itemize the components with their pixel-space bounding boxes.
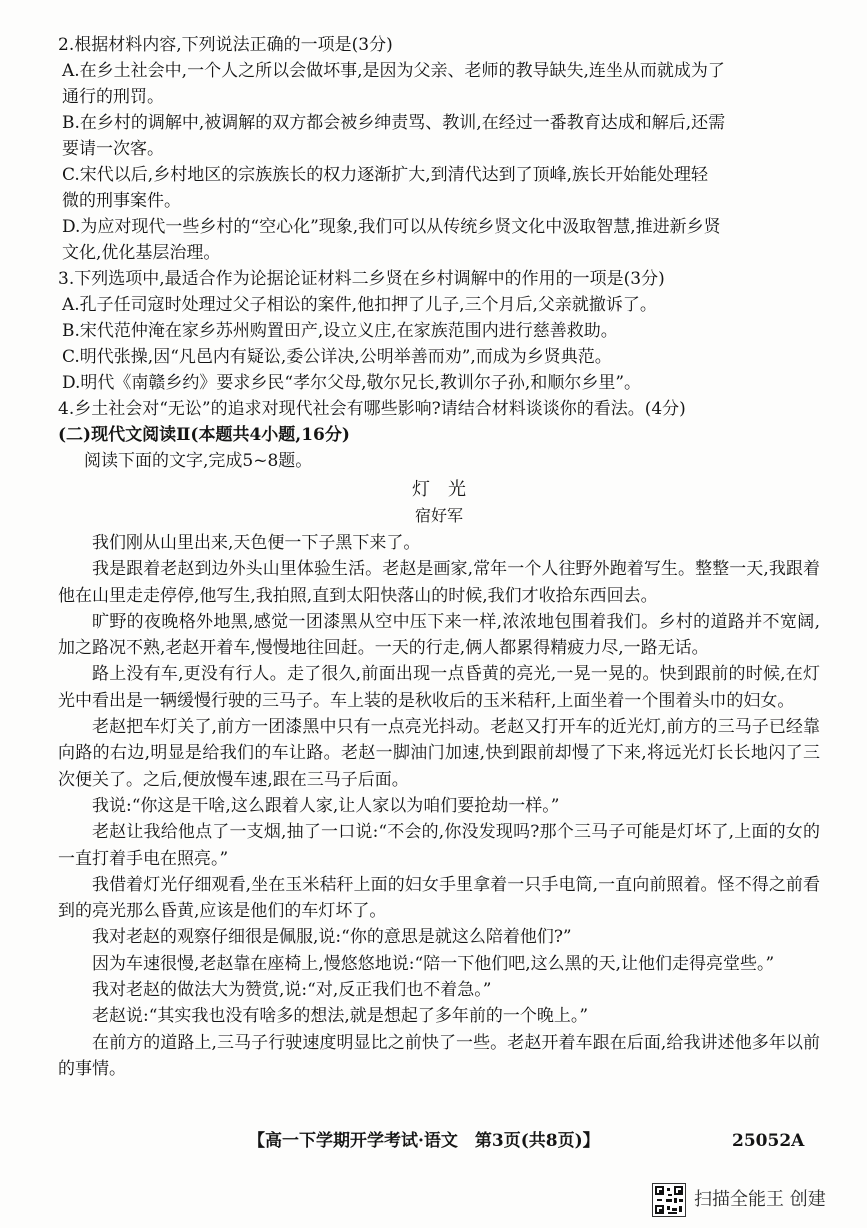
article-title: 灯光: [412, 479, 484, 500]
option-b: [58, 110, 820, 162]
qr-module: [667, 1188, 670, 1191]
qr-module: [668, 1194, 672, 1196]
option-c: C.明代张操,因“凡邑内有疑讼,委公详决,公明举善而劝”,而成为乡贤典范。: [62, 347, 612, 367]
qr-module: [667, 1206, 670, 1210]
question-4: [58, 396, 820, 422]
option-a: A.孔子任司寇时处理过父子相讼的案件,他扣押了儿子,三个月后,父亲就撤诉了。: [62, 295, 657, 315]
qr-module: [666, 1199, 672, 1202]
section-heading: (二)现代文阅读Ⅱ(本题共4小题,16分): [58, 425, 350, 445]
qr-module: [679, 1199, 683, 1202]
question-stem: 3.下列选项中,最适合作为论据论证材料二乡贤在乡村调解中的作用的一项是(3分): [58, 269, 665, 289]
article-paragraph: 老赵让我给他点了一支烟,抽了一口说:“不会的,你没发现吗?那个三马子可能是灯坏了,上面的女的一直打着手电在照亮。”: [58, 822, 820, 869]
option-c: [58, 162, 820, 214]
article-paragraph: 旷野的夜晚格外地黑,感觉一团漆黑从空中压下来一样,浓浓地包围着我们。乡村的道路并不宽阔,加之路况不熟,老赵开着车,慢慢地往回赶。一天的行走,俩人都累得精疲力尽,一路无话。: [58, 611, 820, 659]
option-line-continued: 通行的刑罚。: [62, 87, 164, 107]
article-paragraph: 我对老赵的观察仔细很是佩服,说:“你的意思是就这么陪着他们?”: [92, 927, 572, 948]
qr-module: [657, 1199, 662, 1201]
page-content: [58, 32, 820, 1082]
qr-finder: [674, 1186, 683, 1195]
option-d: [58, 214, 820, 266]
article-body: [58, 530, 820, 1082]
scanner-watermark: [652, 1183, 826, 1217]
question-stem: 4.乡土社会对“无讼”的追求对现代社会有哪些影响?请结合材料谈谈你的看法。(4分): [58, 399, 686, 419]
qr-module: [672, 1208, 677, 1211]
article-paragraph: 我们刚从山里出来,天色便一下子黑下来了。: [92, 533, 421, 553]
option-line: C.宋代以后,乡村地区的宗族族长的权力逐渐扩大,到清代达到了顶峰,族长开始能处理轻: [62, 165, 709, 185]
option-line: D.为应对现代一些乡村的“空心化”现象,我们可以从传统乡贤文化中汲取智慧,推进新乡贤: [62, 217, 721, 237]
option-line-continued: 要请一次客。: [62, 139, 164, 159]
article-paragraph: 因为车速很慢,老赵靠在座椅上,慢悠悠地说:“陪一下他们吧,这么黑的天,让他们走得亮堂些。”: [92, 953, 775, 974]
option-d: D.明代《南赣乡约》要求乡民“孝尔父母,敬尔兄长,教训尔子孙,和顺尔乡里”。: [62, 373, 642, 393]
page-footer: [0, 1127, 867, 1157]
article-paragraph: 老赵说:“其实我也没有啥多的想法,就是想起了多年前的一个晚上。”: [92, 1006, 589, 1027]
article-paragraph: 我对老赵的做法大为赞赏,说:“对,反正我们也不着急。”: [92, 980, 492, 1001]
option-line: B.在乡村的调解中,被调解的双方都会被乡绅责骂、教训,在经过一番教育达成和解后,还需: [62, 113, 726, 133]
article-paragraph: 我是跟着老赵到边外头山里体验生活。老赵是画家,常年一个人往野外跑着写生。整整一天,我跟着他在山里走走停停,他写生,我拍照,直到太阳快落山的时候,我们才收拾东西回去。: [58, 559, 820, 606]
qr-code-icon: [652, 1183, 686, 1217]
qr-module: [674, 1198, 677, 1203]
article-paragraph: 路上没有车,更没有行人。走了很久,前面出现一点昏黄的亮光,一晃一晃的。快到跟前的时候,在灯光中看出是一辆缓慢行驶的三马子。车上装的是秋收后的玉米秸秆,上面坐着一个围着头巾的妇女。: [58, 664, 820, 711]
option-line-continued: 文化,优化基层治理。: [62, 243, 221, 263]
watermark-text: 扫描全能王 创建: [694, 1189, 826, 1210]
article-paragraph: 我说:“你这是干啥,这么跟着人家,让人家以为咱们要抢劫一样。”: [92, 795, 560, 816]
article-paragraph: 在前方的道路上,三马子行驶速度明显比之前快了一些。老赵开着车跟在后面,给我讲述他多年以前的事情。: [58, 1032, 820, 1079]
question-stem: 2.根据材料内容,下列说法正确的一项是(3分): [58, 35, 393, 55]
qr-module: [679, 1206, 682, 1212]
option-line: A.在乡土社会中,一个人之所以会做坏事,是因为父亲、老师的教导缺失,连坐从而就成为了: [62, 61, 725, 81]
qr-module: [668, 1212, 677, 1214]
exam-page-label: 【高一下学期开学考试·语文 第3页(共8页)】: [248, 1131, 600, 1151]
question-2: [58, 32, 820, 266]
section-instruction: 阅读下面的文字,完成5~8题。: [84, 451, 313, 471]
question-3: [58, 266, 820, 396]
option-b: B.宋代范仲淹在家乡苏州购置田产,设立义庄,在家族范围内进行慈善救助。: [62, 321, 618, 341]
article-paragraph: 我借着灯光仔细观看,坐在玉米秸秆上面的妇女手里拿着一只手电筒,一直向前照着。怪不得之前看到的亮光那么昏黄,应该是他们的车灯坏了。: [58, 874, 820, 922]
exam-code: 25052A: [732, 1131, 805, 1151]
article-author: 宿好军: [414, 506, 463, 525]
option-a: [58, 58, 820, 110]
option-line-continued: 微的刑事案件。: [62, 191, 181, 211]
qr-finder: [655, 1186, 664, 1195]
qr-finder: [655, 1205, 664, 1214]
article-paragraph: 老赵把车灯关了,前方一团漆黑中只有一点亮光抖动。老赵又打开车的近光灯,前方的三马子已经靠向路的右边,明显是给我们的车让路。老赵一脚油门加速,快到跟前却慢了下来,将远光灯长长地闪了三次便关了。之后,便放慢车速,跟在三马子后面。: [58, 717, 820, 790]
